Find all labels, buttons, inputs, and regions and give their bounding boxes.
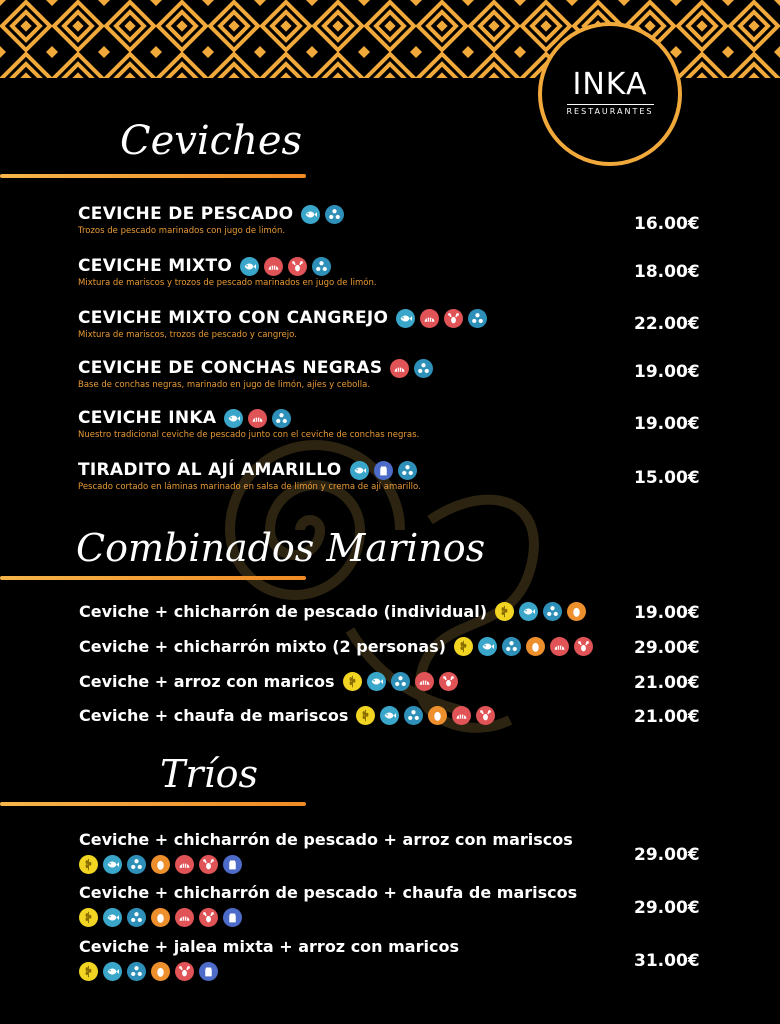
item-name: Ceviche + chicharrón mixto (2 personas) bbox=[79, 637, 446, 656]
item-name: Ceviche + chicharrón de pescado (individual) bbox=[79, 602, 488, 621]
egg-icon bbox=[151, 855, 170, 874]
allergen-icons bbox=[301, 205, 344, 224]
item-price: 19.00€ bbox=[634, 603, 700, 623]
trio-item-0 bbox=[79, 830, 573, 874]
egg-icon bbox=[151, 962, 170, 981]
combinado-item-2 bbox=[79, 672, 458, 691]
trios-title-underline bbox=[0, 802, 306, 806]
trio-item-1 bbox=[79, 883, 577, 927]
shell-icon bbox=[420, 309, 439, 328]
ceviche-item-0 bbox=[78, 204, 344, 236]
ceviche-item-1 bbox=[78, 256, 377, 288]
combinado-item-1 bbox=[79, 637, 593, 656]
shell-icon bbox=[452, 706, 471, 725]
milk-icon bbox=[223, 908, 242, 927]
item-name: Ceviche + chicharrón de pescado + chaufa de mariscos bbox=[79, 883, 578, 902]
crab-icon bbox=[199, 908, 218, 927]
molluscs-icon bbox=[272, 409, 291, 428]
egg-icon bbox=[526, 637, 545, 656]
item-price: 31.00€ bbox=[634, 951, 700, 971]
allergen-icons bbox=[240, 257, 331, 276]
allergen-icons bbox=[79, 908, 577, 927]
item-price: 15.00€ bbox=[634, 468, 700, 488]
crab-icon bbox=[175, 962, 194, 981]
item-price: 29.00€ bbox=[634, 845, 700, 865]
item-price: 18.00€ bbox=[634, 262, 700, 282]
brand-logo bbox=[538, 22, 682, 166]
ceviches-title-underline bbox=[0, 174, 306, 178]
item-description: Pescado cortado en láminas marinado en salsa de limón y crema de ají amarillo. bbox=[78, 482, 421, 492]
fish-icon bbox=[224, 409, 243, 428]
combinado-item-0 bbox=[79, 602, 586, 621]
fish-icon bbox=[103, 855, 122, 874]
fish-icon bbox=[240, 257, 259, 276]
molluscs-icon bbox=[127, 908, 146, 927]
item-description: Trozos de pescado marinados con jugo de limón. bbox=[78, 226, 286, 236]
molluscs-icon bbox=[127, 962, 146, 981]
item-description: Nuestro tradicional ceviche de pescado junto con el ceviche de conchas negras. bbox=[78, 430, 420, 440]
crab-icon bbox=[199, 855, 218, 874]
shell-icon bbox=[175, 908, 194, 927]
ceviches-title: Ceviches bbox=[120, 118, 303, 164]
item-price: 29.00€ bbox=[634, 638, 700, 658]
crab-icon bbox=[476, 706, 495, 725]
brand-subtitle: RESTAURANTES bbox=[567, 104, 654, 116]
molluscs-icon bbox=[414, 359, 433, 378]
molluscs-icon bbox=[543, 602, 562, 621]
fish-icon bbox=[103, 962, 122, 981]
gluten-icon bbox=[454, 637, 473, 656]
item-name: Ceviche + arroz con maricos bbox=[79, 672, 335, 691]
molluscs-icon bbox=[398, 461, 417, 480]
item-name: CEVICHE MIXTO bbox=[78, 256, 233, 276]
crab-icon bbox=[288, 257, 307, 276]
allergen-icons bbox=[495, 602, 586, 621]
combinado-item-3 bbox=[79, 706, 495, 725]
allergen-icons bbox=[79, 962, 459, 981]
gluten-icon bbox=[495, 602, 514, 621]
crab-icon bbox=[439, 672, 458, 691]
allergen-icons bbox=[396, 309, 487, 328]
molluscs-icon bbox=[468, 309, 487, 328]
shell-icon bbox=[390, 359, 409, 378]
molluscs-icon bbox=[404, 706, 423, 725]
fish-icon bbox=[380, 706, 399, 725]
shell-icon bbox=[550, 637, 569, 656]
shell-icon bbox=[175, 855, 194, 874]
crab-icon bbox=[574, 637, 593, 656]
ceviche-item-3 bbox=[78, 358, 433, 390]
allergen-icons bbox=[79, 855, 573, 874]
molluscs-icon bbox=[391, 672, 410, 691]
item-price: 29.00€ bbox=[634, 898, 700, 918]
shell-icon bbox=[264, 257, 283, 276]
egg-icon bbox=[567, 602, 586, 621]
crab-icon bbox=[444, 309, 463, 328]
gluten-icon bbox=[343, 672, 362, 691]
fish-icon bbox=[519, 602, 538, 621]
fish-icon bbox=[103, 908, 122, 927]
ceviche-item-4 bbox=[78, 408, 419, 440]
allergen-icons bbox=[350, 461, 417, 480]
item-name: Ceviche + jalea mixta + arroz con maricos bbox=[79, 937, 459, 956]
brand-name: INKA bbox=[572, 66, 648, 102]
item-name: Ceviche + chicharrón de pescado + arroz con mariscos bbox=[79, 830, 573, 849]
ceviche-item-5 bbox=[78, 460, 421, 492]
item-name: Ceviche + chaufa de mariscos bbox=[79, 706, 349, 725]
item-name: CEVICHE DE CONCHAS NEGRAS bbox=[78, 358, 383, 378]
item-name: CEVICHE DE PESCADO bbox=[78, 204, 294, 224]
gluten-icon bbox=[79, 855, 98, 874]
milk-icon bbox=[374, 461, 393, 480]
item-name: TIRADITO AL AJÍ AMARILLO bbox=[78, 460, 342, 480]
allergen-icons bbox=[390, 359, 433, 378]
fish-icon bbox=[350, 461, 369, 480]
fish-icon bbox=[301, 205, 320, 224]
item-price: 19.00€ bbox=[634, 414, 700, 434]
trio-item-2 bbox=[79, 937, 459, 981]
item-price: 21.00€ bbox=[634, 673, 700, 693]
fish-icon bbox=[396, 309, 415, 328]
combinados-title: Combinados Marinos bbox=[76, 526, 486, 570]
item-price: 22.00€ bbox=[634, 314, 700, 334]
molluscs-icon bbox=[312, 257, 331, 276]
gluten-icon bbox=[356, 706, 375, 725]
item-description: Mixtura de mariscos, trozos de pescado y cangrejo. bbox=[78, 330, 297, 340]
item-description: Mixtura de mariscos y trozos de pescado marinados en jugo de limón. bbox=[78, 278, 377, 288]
item-description: Base de conchas negras, marinado en jugo de limón, ajíes y cebolla. bbox=[78, 380, 371, 390]
item-price: 19.00€ bbox=[634, 362, 700, 382]
fish-icon bbox=[367, 672, 386, 691]
item-name: CEVICHE MIXTO CON CANGREJO bbox=[78, 308, 389, 328]
trios-title: Tríos bbox=[160, 752, 259, 796]
egg-icon bbox=[428, 706, 447, 725]
molluscs-icon bbox=[127, 855, 146, 874]
shell-icon bbox=[415, 672, 434, 691]
item-price: 16.00€ bbox=[634, 214, 700, 234]
allergen-icons bbox=[224, 409, 291, 428]
allergen-icons bbox=[343, 672, 458, 691]
gluten-icon bbox=[79, 962, 98, 981]
allergen-icons bbox=[454, 637, 593, 656]
molluscs-icon bbox=[502, 637, 521, 656]
fish-icon bbox=[478, 637, 497, 656]
gluten-icon bbox=[79, 908, 98, 927]
item-price: 21.00€ bbox=[634, 707, 700, 727]
shell-icon bbox=[248, 409, 267, 428]
allergen-icons bbox=[356, 706, 495, 725]
item-name: CEVICHE INKA bbox=[78, 408, 217, 428]
combinados-title-underline bbox=[0, 576, 306, 580]
milk-icon bbox=[199, 962, 218, 981]
molluscs-icon bbox=[325, 205, 344, 224]
milk-icon bbox=[223, 855, 242, 874]
ceviche-item-2 bbox=[78, 308, 487, 340]
egg-icon bbox=[151, 908, 170, 927]
